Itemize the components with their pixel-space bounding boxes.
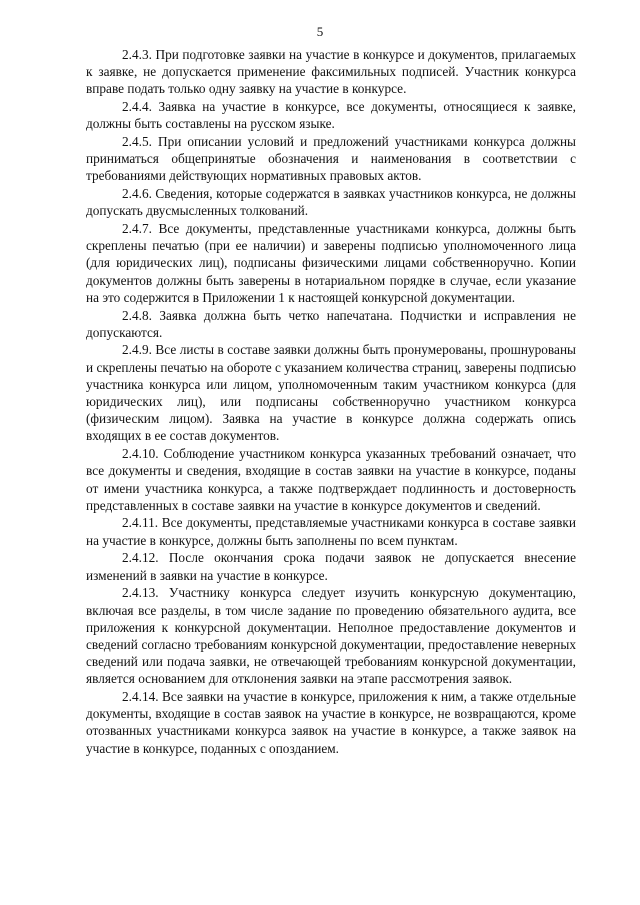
page-number: 5 bbox=[316, 24, 324, 39]
paragraph-2-4-8: 2.4.8. Заявка должна быть четко напечатана. Подчистки и исправления не допускаются. bbox=[86, 307, 576, 340]
document-body bbox=[86, 46, 576, 757]
paragraph-2-4-10: 2.4.10. Соблюдение участником конкурса указанных требований означает, что все документы и сведения, входящие в состав заявки на участие в конкурсе, поданы от имени участника конкурса, а также подтверждает подлинность и достоверность представленных в составе заявки на участие в конкурсе документов и сведений. bbox=[86, 446, 576, 513]
paragraph-2-4-9: 2.4.9. Все листы в составе заявки должны быть пронумерованы, прошнурованы и скреплены печатью на обороте с указанием количества страниц, заверены подписью участника конкурса или лицом, уполномоченным таким участником конкурса (для юридических лиц), или подписаны собственноручно участником конкурса (физическим лицом). Заявка на участие в конкурсе должна содержать опись входящих в ее состав документов. bbox=[86, 342, 576, 444]
paragraph-2-4-7: 2.4.7. Все документы, представленные участниками конкурса, должны быть скреплены печатью (при ее наличии) и заверены подписью уполномоченного лица (для юридических лиц), подписаны физическими лицами собственноручно. Копии документов должны быть заверены в нотариальном порядке в случае, если указание на это содержится в Приложении 1 к настоящей конкурсной документации. bbox=[86, 221, 576, 305]
paragraph-2-4-12: 2.4.12. После окончания срока подачи заявок не допускается внесение изменений в заявки на участие в конкурсе. bbox=[86, 550, 576, 583]
paragraph-2-4-13: 2.4.13. Участнику конкурса следует изучить конкурсную документацию, включая все разделы, в том числе задание по проведению обязательного аудита, все приложения к конкурсной документации. Неполное предоставление документов и сведений согласно требованиям конкурсной документации, предоставление неверных сведений или подача заявки, не отвечающей требованиям конкурсной документации, является основанием для отклонения заявки на этапе рассмотрения заявок. bbox=[86, 585, 576, 687]
paragraph-2-4-5: 2.4.5. При описании условий и предложений участниками конкурса должны приниматься общепринятые обозначения и наименования в соответствии с требованиями действующих нормативных правовых актов. bbox=[86, 134, 576, 184]
paragraph-2-4-11: 2.4.11. Все документы, представляемые участниками конкурса в составе заявки на участие в конкурсе, должны быть заполнены по всем пунктам. bbox=[86, 515, 576, 548]
paragraph-2-4-3: 2.4.3. При подготовке заявки на участие в конкурсе и документов, прилагаемых к заявке, не допускается применение факсимильных подписей. Участник конкурса вправе подать только одну заявку на участие в конкурсе. bbox=[86, 47, 576, 97]
paragraph-2-4-4: 2.4.4. Заявка на участие в конкурсе, все документы, относящиеся к заявке, должны быть составлены на русском языке. bbox=[86, 99, 576, 132]
paragraph-2-4-6: 2.4.6. Сведения, которые содержатся в заявках участников конкурса, не должны допускать двусмысленных толкований. bbox=[86, 186, 576, 219]
paragraph-2-4-14: 2.4.14. Все заявки на участие в конкурсе, приложения к ним, а также отдельные документы, входящие в состав заявок на участие в конкурсе, не возвращаются, кроме отозванных участниками конкурса заявок на участие в конкурсе, а также заявок на участие в конкурсе, поданных с опозданием. bbox=[86, 689, 576, 756]
